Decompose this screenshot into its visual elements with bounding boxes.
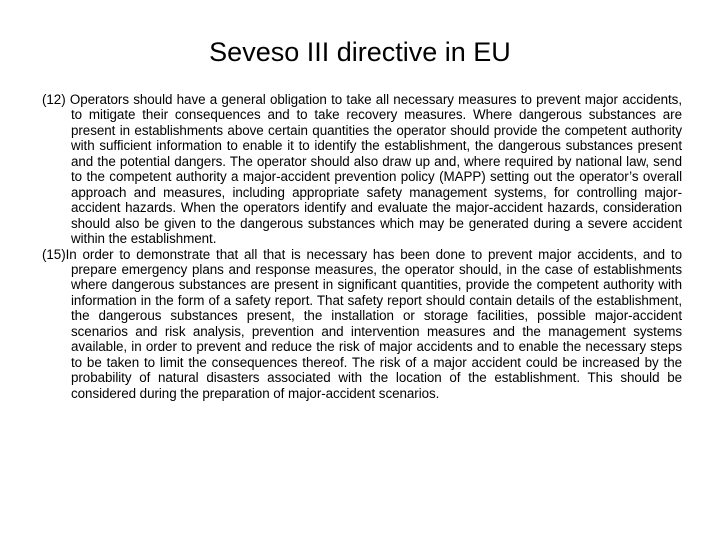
- paragraph-12: (12) Operators should have a general obligation to take all necessary measures to prevent major accidents, to mitigate their consequences and to take recovery measures. Where dangerous substances are present in establishments above certain quantities the operator should provide the competent authority with sufficient information to enable it to identify the establishment, the dangerous substances present and the potential dangers. The operator should also draw up and, where required by national law, send to the competent authority a major-accident prevention policy (MAPP) setting out the operator’s overall approach and measures, including appropriate safety management systems, for controlling major-accident hazards. When the operators identify and evaluate the major-accident hazards, consideration should also be given to the dangerous substances which may be generated during a severe accident within the establishment.: [42, 92, 682, 247]
- slide-body: [42, 92, 682, 401]
- paragraph-15: (15)In order to demonstrate that all that is necessary has been done to prevent major accidents, and to prepare emergency plans and response measures, the operator should, in the case of establishments where dangerous substances are present in significant quantities, provide the competent authority with information in the form of a safety report. That safety report should contain details of the establishment, the dangerous substances present, the installation or storage facilities, possible major-accident scenarios and risk analysis, prevention and intervention measures and the management systems available, in order to prevent and reduce the risk of major accidents and to enable the necessary steps to be taken to limit the consequences thereof. The risk of a major accident could be increased by the probability of natural disasters associated with the location of the establishment. This should be considered during the preparation of major-accident scenarios.: [42, 246, 682, 401]
- slide-title: Seveso III directive in EU: [209, 37, 511, 67]
